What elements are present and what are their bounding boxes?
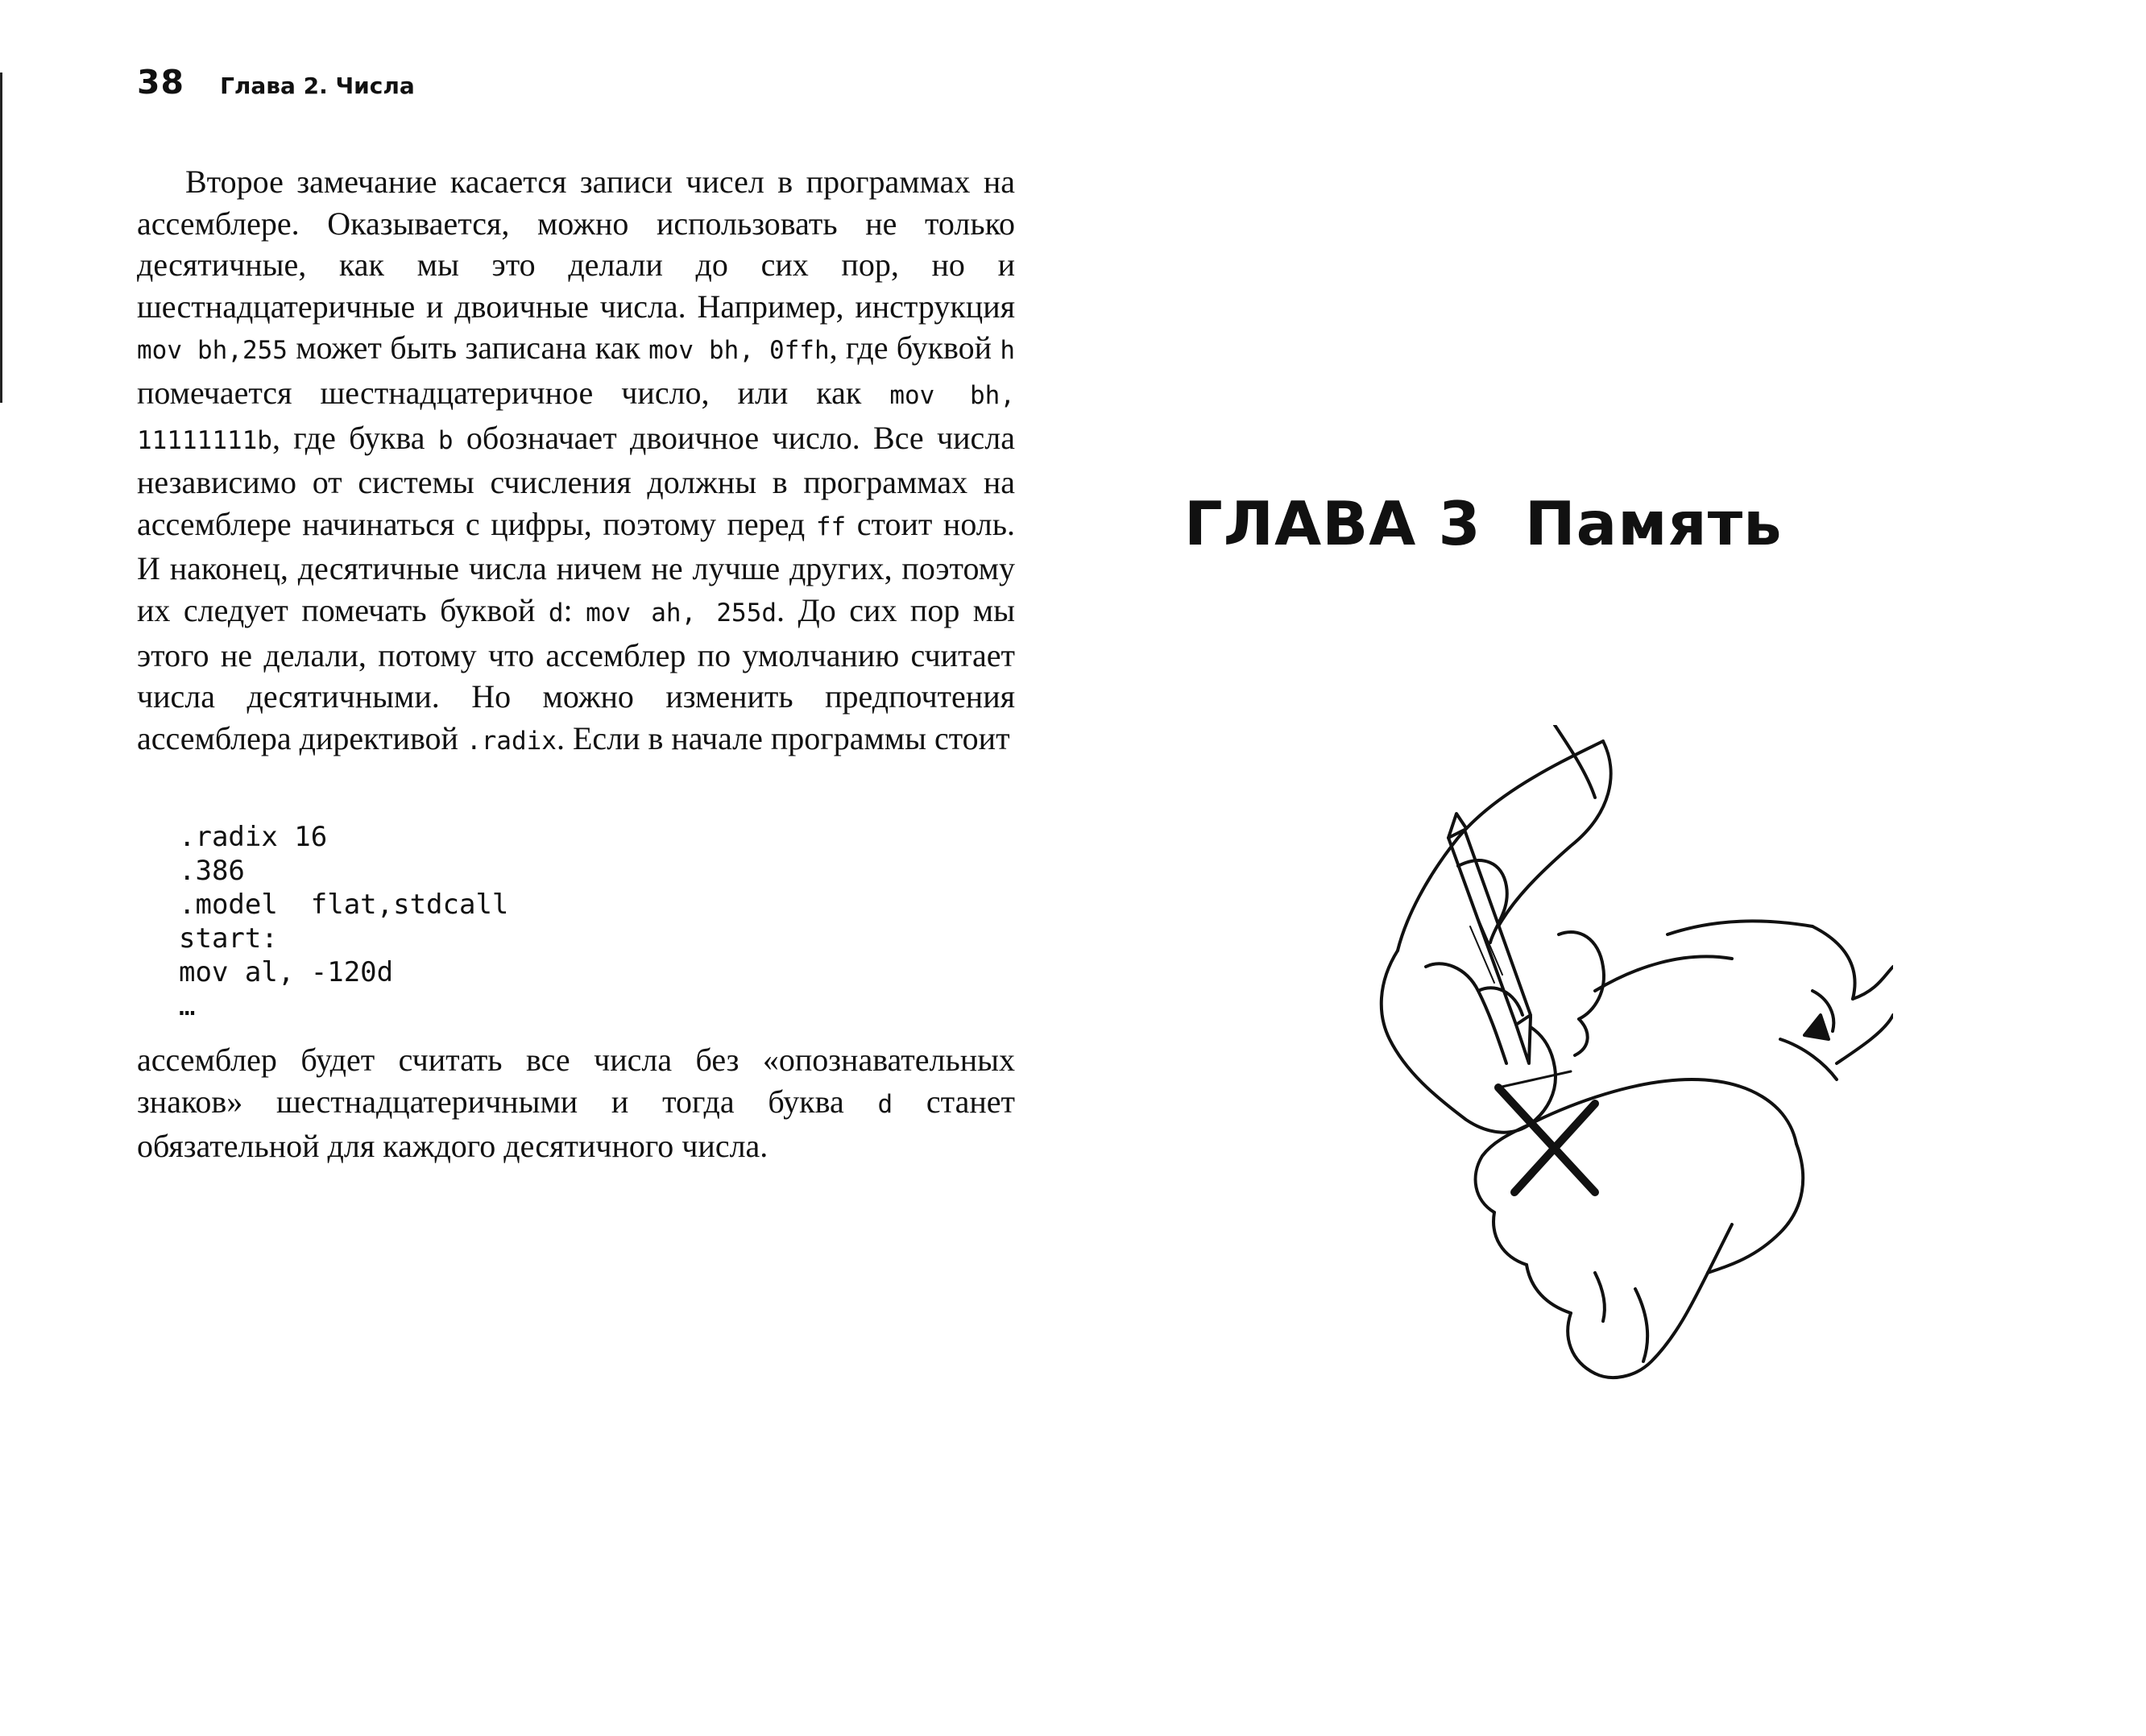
code-listing: [179, 820, 508, 1023]
code-line: .model flat,stdcall: [179, 889, 509, 921]
text-run: ассемблер будет считать все числа без «опознавательных знаков» шестнадцатеричными и тогда буква: [137, 1042, 1015, 1120]
running-head: [137, 63, 415, 111]
text-run: . До сих пор мы этого не делали, потому что ассемблер по умолчанию считает числа десятичными. Но можно изменить предпочтения ассемблера директивой: [137, 591, 1015, 756]
inline-code: mov ah, 255d: [586, 598, 777, 628]
text-run: стоит ноль. И наконец, десятичные числа ничем не лучше других, поэтому их следует помечать буквой: [137, 505, 1015, 628]
inline-code: mov bh,255: [137, 336, 288, 366]
running-head-title: Глава 2. Числа: [220, 73, 415, 99]
text-run: , где буква: [271, 419, 438, 456]
paragraph-1-text: [137, 161, 1015, 762]
scan-edge-line: [0, 73, 2, 403]
paragraph-2: [137, 1039, 1015, 1167]
code-line: .386: [179, 855, 245, 887]
inline-code: b: [437, 425, 454, 455]
inline-code: .radix: [466, 726, 557, 756]
page-number: 38: [137, 63, 185, 102]
paragraph-1: [137, 161, 1015, 762]
hand-drawing-cross-icon: [1329, 725, 1893, 1426]
text-run: :: [563, 591, 586, 628]
inline-code: d: [548, 598, 564, 628]
text-run: Второе замечание касается записи чисел в программах на ассемблере. Оказывается, можно использовать не только десятичные, как мы это делали до сих пор, но и шестнадцатеричные и двоичные числа. Например, инструкция: [137, 164, 1015, 325]
text-run: может быть записана как: [287, 329, 649, 367]
text-run: помечается шестнадцатеричное число, или как: [137, 374, 890, 411]
inline-code: mov bh, 0ffh: [648, 336, 830, 366]
text-run: . Если в начале программы стоит: [556, 719, 1010, 756]
chapter-title: ГЛАВА 3 Память: [1184, 488, 1783, 559]
inline-code: h: [1000, 336, 1015, 366]
inline-code: mov bh, 11111111b: [137, 380, 1015, 455]
inline-code: d: [877, 1089, 893, 1119]
code-line: start:: [179, 922, 278, 955]
text-run: , где буквой: [829, 329, 1000, 367]
text-run: обозначает двоичное число. Все числа независимо от системы счисления должны в программах на ассемблере начинаться с цифры, поэтому перед: [137, 419, 1016, 542]
paragraph-2-text: [137, 1039, 1015, 1167]
code-line: .radix 16: [179, 821, 328, 853]
text-run: станет обязательной для каждого десятичного числа.: [137, 1083, 1015, 1165]
code-line: mov al, -120d: [179, 956, 394, 988]
inline-code: ff: [815, 512, 847, 541]
code-line: …: [179, 990, 196, 1022]
